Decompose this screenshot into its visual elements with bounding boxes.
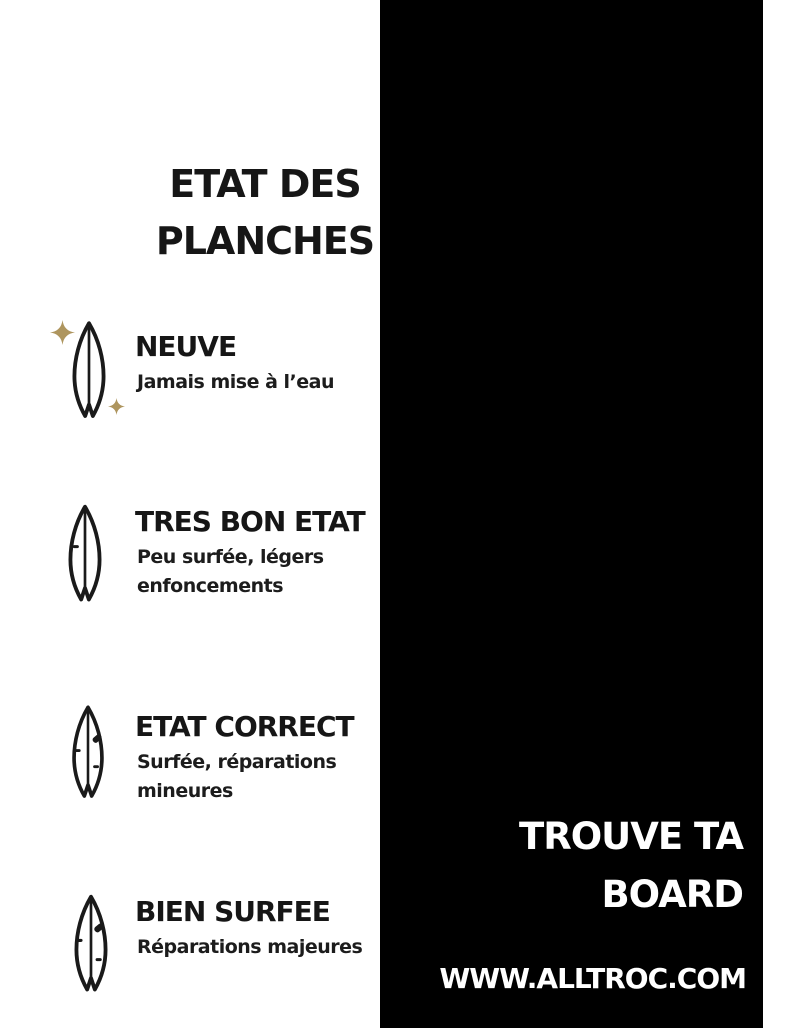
- surfboard-moderate-wear-icon: [66, 690, 110, 814]
- condition-name: BIEN SURFEE: [135, 895, 330, 928]
- condition-description: [137, 543, 370, 601]
- condition-item-neuve: [135, 331, 370, 397]
- brand-tagline-line2: BOARD: [601, 873, 743, 916]
- condition-item-bien-surfee: [135, 896, 370, 962]
- condition-description-line: Réparations majeures: [137, 936, 363, 958]
- surfboard-heavy-wear-icon: [68, 880, 114, 1007]
- condition-description-line: Surfée, réparations: [137, 751, 337, 773]
- brand-tagline-line1: TROUVE TA: [518, 815, 743, 858]
- condition-item-tres-bon-etat: [135, 506, 370, 601]
- page-title-line1: ETAT DES: [169, 162, 361, 206]
- condition-description-line: mineures: [137, 780, 233, 802]
- surfboard-light-wear-icon: [62, 493, 108, 614]
- brand-tagline: [423, 808, 743, 924]
- condition-name: ETAT CORRECT: [135, 710, 354, 743]
- condition-description: [137, 933, 370, 962]
- condition-name: NEUVE: [135, 330, 237, 363]
- page-title: [90, 156, 440, 270]
- condition-description-line: Peu surfée, légers: [137, 546, 324, 568]
- condition-description-line: Jamais mise à l’eau: [137, 371, 334, 393]
- page-title-line2: PLANCHES: [155, 219, 375, 263]
- condition-description-line: enfoncements: [137, 575, 284, 597]
- condition-description: [137, 748, 370, 806]
- website-url[interactable]: WWW.ALLTROC.COM: [439, 962, 746, 995]
- condition-description: [137, 368, 370, 397]
- condition-name: TRES BON ETAT: [135, 505, 365, 538]
- condition-item-etat-correct: [135, 711, 370, 806]
- surfboard-pristine-icon: [66, 311, 112, 429]
